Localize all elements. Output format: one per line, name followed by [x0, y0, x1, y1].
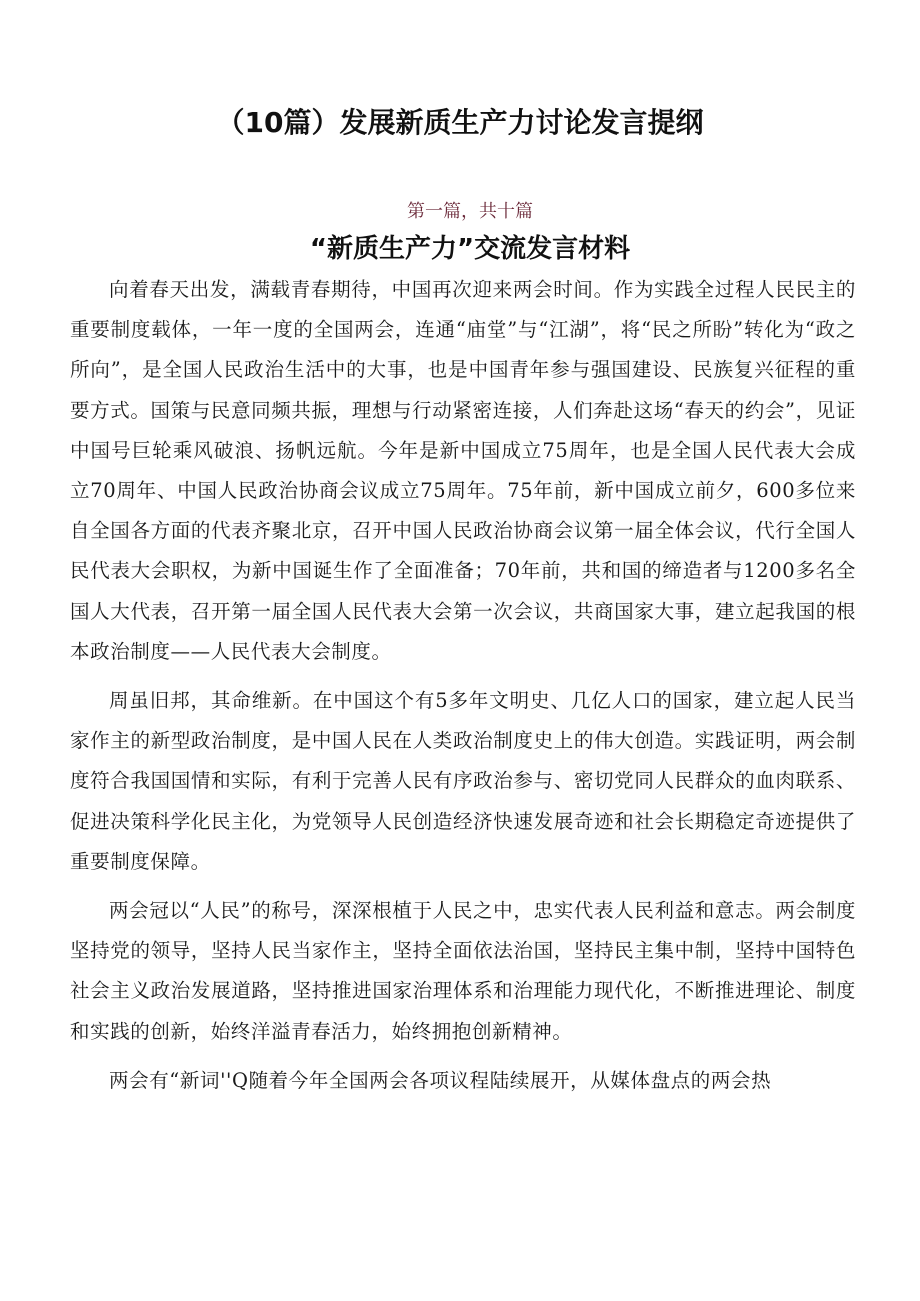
paragraph-gap [70, 1052, 856, 1061]
paragraph: 两会有“新词''Q随着今年全国两会各项议程陆续展开，从媒体盘点的两会热 [109, 1068, 772, 1092]
paragraph: 周虽旧邦，其命维新。在中国这个有5多年文明史、几亿人口的国家，建立起人民当家作主的新型政治制度，是中国人民在人类政治制度史上的伟大创造。实践证明，两会制度符合我国国情和实际，有利于完善人民有序政治参与、密切党同人民群众的血肉联系、促进决策科学化民主化，为党领导人民创造经济快速发展奇迹和社会长期稳定奇迹提供了重要制度保障。 [70, 689, 856, 873]
section-title: “新质生产力”交流发言材料 [309, 234, 631, 264]
paragraph: 两会冠以“人民”的称号，深深根植于人民之中，忠实代表人民利益和意志。两会制度坚持党的领导，坚持人民当家作主，坚持全面依法治国，坚持民主集中制，坚持中国特色社会主义政治发展道路，坚持推进国家治理体系和治理能力现代化，不断推进理论、制度和实践的创新，始终洋溢青春活力，始终拥抱创新精神。 [70, 899, 856, 1043]
paragraph-gap [70, 882, 856, 891]
paragraph-gap [70, 672, 856, 681]
document-body [70, 270, 856, 1101]
document-title: （10篇）发展新质生产力讨论发言提纲 [216, 106, 704, 139]
part-label: 第一篇，共十篇 [407, 201, 533, 222]
paragraph: 向着春天出发，满载青春期待，中国再次迎来两会时间。作为实践全过程人民民主的重要制度载体，一年一度的全国两会，连通“庙堂”与“江湖”，将“民之所盼”转化为“政之所向”，是全国人民政治生活中的大事，也是中国青年参与强国建设、民族复兴征程的重要方式。国策与民意同频共振，理想与行动紧密连接，人们奔赴这场“春天的约会”，见证中国号巨轮乘风破浪、扬帆远航。今年是新中国成立75周年，也是全国人民代表大会成立70周年、中国人民政治协商会议成立75周年。75年前，新中国成立前夕，600多位来自全国各方面的代表齐聚北京，召开中国人民政治协商会议第一届全体会议，代行全国人民代表大会职权，为新中国诞生作了全面准备；70年前，共和国的缔造者与1200多名全国人大代表，召开第一届全国人民代表大会第一次会议，共商国家大事，建立起我国的根本政治制度——人民代表大会制度。 [70, 278, 856, 663]
